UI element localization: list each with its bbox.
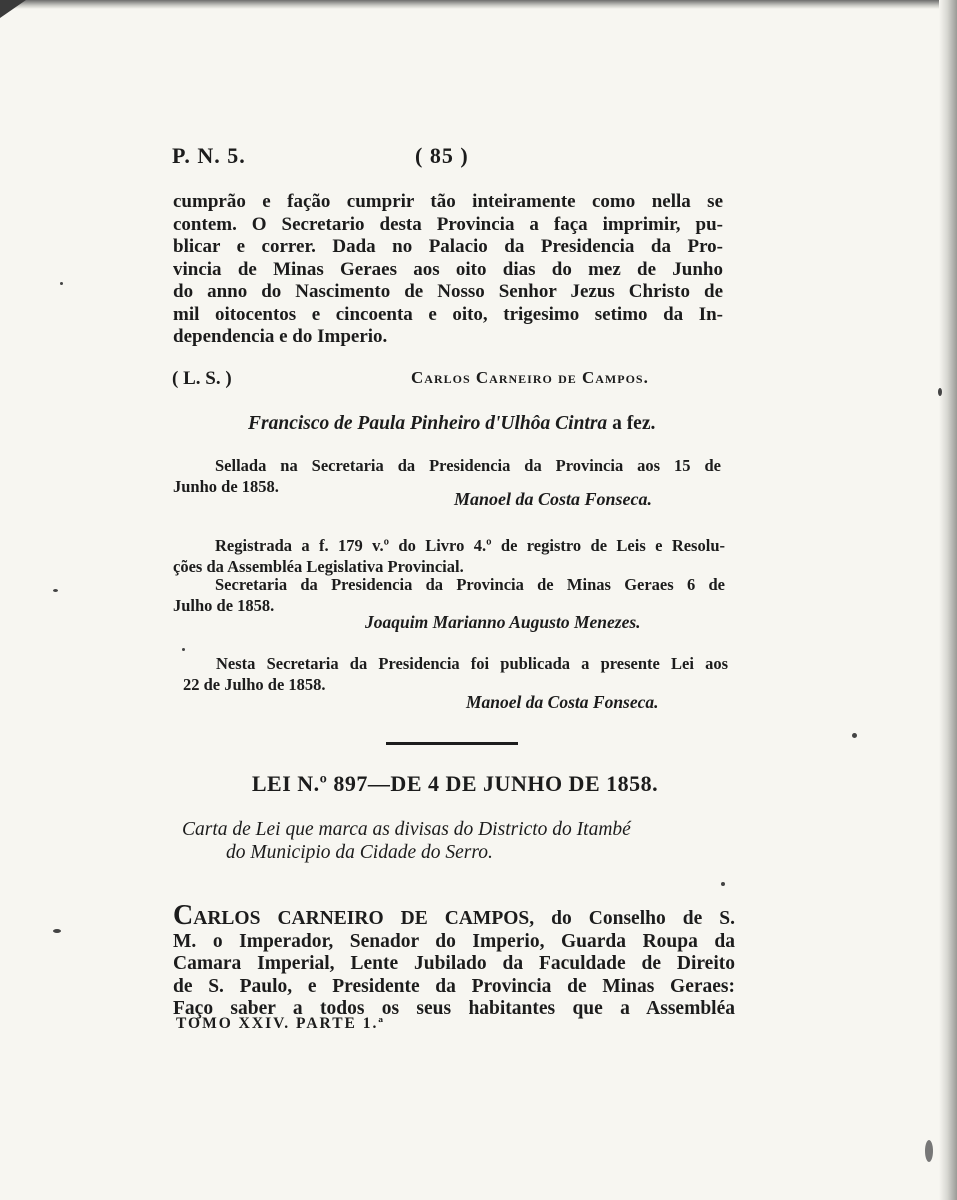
paragraph-preamble <box>173 900 735 1021</box>
line-text: ARLOS CARNEIRO DE CAMPOS, do Conselho de S. <box>193 908 735 929</box>
text-line: Julho de 1858. <box>173 596 275 615</box>
drafter-suffix: a fez. <box>607 413 656 434</box>
text-line: de S. Paulo, e Presidente da Provincia de Minas Geraes: <box>173 975 735 997</box>
text-line: Sellada na Secretaria da Presidencia da Provincia aos 15 de <box>215 456 721 475</box>
text-line: 22 de Julho de 1858. <box>183 675 326 694</box>
text-line: Camara Imperial, Lente Jubilado da Faculdade de Direito <box>173 953 735 974</box>
section-divider <box>386 742 518 745</box>
registered-note <box>173 535 725 577</box>
published-note <box>183 653 728 695</box>
secretaria-note <box>173 574 725 616</box>
text-line: contem. O Secretario desta Provincia a faça imprimir, pu- <box>173 213 723 235</box>
drop-cap: C <box>173 900 194 931</box>
seal-mark: ( L. S. ) <box>172 368 232 389</box>
text-line: ções da Assembléa Legislativa Provincial. <box>173 557 464 576</box>
text-line: vincia de Minas Geraes aos oito dias do mez de Junho <box>173 258 723 280</box>
text-line: cumprão e fação cumprir tão inteiramente como nella se <box>173 191 723 212</box>
text-line: Secretaria da Presidencia da Provincia de Minas Geraes 6 de <box>215 575 725 594</box>
text-line: blicar e correr. Dada no Palacio da Presidencia da Pro- <box>173 236 723 257</box>
text-line: dependencia e do Imperio. <box>173 326 388 347</box>
page-right-edge <box>939 0 957 1200</box>
law-title: LEI N.º 897—DE 4 DE JUNHO DE 1858. <box>251 771 659 796</box>
text-line: Faço saber a todos os seus habitantes que a Assembléa <box>173 998 735 1019</box>
page-header-left: P. N. 5. <box>172 143 246 168</box>
drafted-by-line <box>248 413 655 435</box>
text-line: do Municipio da Cidade do Serro. <box>226 842 493 863</box>
page-top-edge <box>0 0 957 9</box>
text-line: mil oitocentos e cincoenta e oito, trigesimo setimo da In- <box>173 303 723 325</box>
text-line: Registrada a f. 179 v.º do Livro 4.º de registro de Leis e Resolu- <box>215 536 725 555</box>
sealed-signature: Manoel da Costa Fonseca. <box>454 489 653 509</box>
registered-signature: Joaquim Marianno Augusto Menezes. <box>365 612 641 632</box>
text-line: Nesta Secretaria da Presidencia foi publicada a presente Lei aos <box>216 654 728 673</box>
signature-mark: TOMO XXIV. PARTE 1.ª <box>176 1015 386 1032</box>
text-line: do anno do Nascimento de Nosso Senhor Jezus Christo de <box>173 281 723 302</box>
signer-name: Carlos Carneiro de Campos. <box>411 368 649 387</box>
page-number: ( 85 ) <box>415 143 469 168</box>
paragraph-closing <box>173 191 723 349</box>
text-line <box>173 900 735 931</box>
text-line: Carta de Lei que marca as divisas do Districto do Itambé <box>182 819 631 840</box>
text-line: Junho de 1858. <box>173 477 279 496</box>
law-summary <box>182 818 702 864</box>
text-line: M. o Imperador, Senador do Imperio, Guarda Roupa da <box>173 930 735 952</box>
drafter-name: Francisco de Paula Pinheiro d'Ulhôa Cintra <box>248 413 608 434</box>
published-signature: Manoel da Costa Fonseca. <box>466 692 659 712</box>
